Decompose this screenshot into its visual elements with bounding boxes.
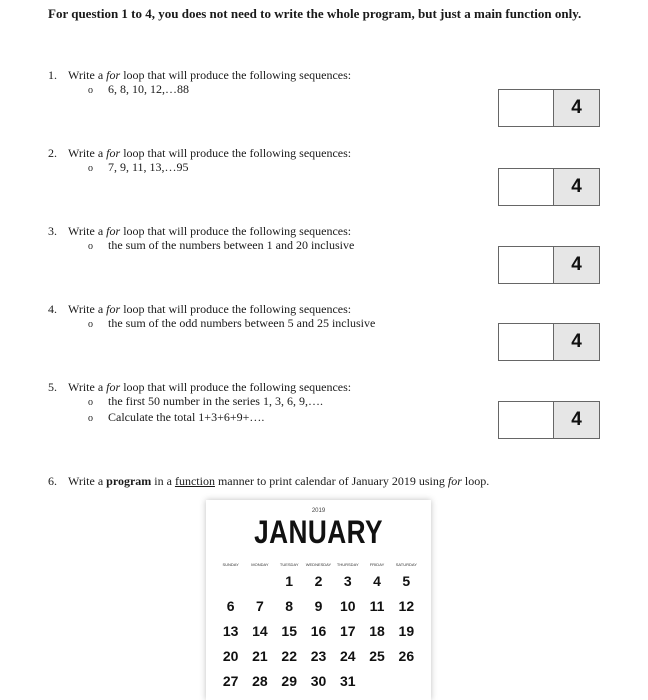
question-text: Write a: [68, 224, 107, 238]
calendar-day: [245, 648, 274, 664]
calendar-day: 25: [369, 647, 385, 664]
calendar-week-row: [216, 618, 421, 643]
calendar-day: 4: [373, 572, 381, 589]
question-text: Write a: [68, 380, 107, 394]
score-box-1: [498, 89, 600, 127]
calendar-day-number: 1: [285, 572, 294, 589]
question-text: Write a: [68, 68, 107, 82]
calendar-day: 8: [285, 597, 294, 614]
question-keyword: for: [106, 380, 121, 394]
weekday-label: WEDNESDAY: [305, 562, 332, 567]
calendar-day: 9: [314, 597, 323, 614]
calendar-week-row: [216, 668, 421, 693]
calendar-day: 24: [339, 647, 356, 664]
score-box-5: [498, 401, 600, 439]
question-keyword: for: [106, 146, 121, 160]
points-value: 4: [554, 324, 599, 360]
question-6: [48, 474, 608, 488]
question-number: 5.: [48, 380, 57, 394]
calendar-day: 14: [252, 622, 268, 639]
question-keyword: program: [106, 474, 152, 488]
question-text: loop that will produce the following sequences:: [120, 68, 352, 82]
calendar-week-row: [216, 593, 421, 618]
question-text: in a: [151, 474, 175, 488]
bullet-icon: o: [88, 163, 93, 174]
calendar-day: 7: [256, 597, 264, 614]
weekday-label: TUESDAY: [279, 562, 299, 567]
question-text: loop.: [461, 474, 490, 488]
points-value: 4: [554, 169, 599, 205]
points-value: 4: [554, 247, 599, 283]
question-text: Write a: [68, 146, 107, 160]
score-box-2: [498, 168, 600, 206]
weekday-label: MONDAY: [251, 562, 269, 567]
question-keyword: for: [106, 302, 121, 316]
question-number: 2.: [48, 146, 57, 160]
calendar-day: 13: [222, 622, 239, 639]
calendar-day: 12: [398, 597, 415, 614]
calendar-day: 30: [310, 672, 327, 689]
question-keyword: function: [174, 474, 215, 488]
question-number: 1.: [48, 68, 57, 82]
sub-item: the sum of the numbers between 1 and 20 inclusive: [108, 238, 355, 252]
calendar-day: 29: [281, 672, 297, 689]
calendar-day-number: 21: [252, 647, 268, 664]
question-text: loop that will produce the following sequences:: [120, 380, 352, 394]
calendar-week-row: [216, 643, 421, 668]
score-input[interactable]: [499, 402, 554, 438]
score-box-3: [498, 246, 600, 284]
calendar-week-row: [216, 568, 421, 593]
calendar-day: 26: [398, 647, 415, 664]
bullet-icon: o: [88, 241, 93, 252]
calendar-day: 3: [343, 572, 352, 589]
calendar-grid: [216, 568, 421, 693]
calendar-day: 20: [222, 647, 239, 664]
weekday-label: THURSDAY: [336, 562, 359, 567]
calendar-day: 19: [398, 622, 415, 639]
calendar-day: 23: [310, 647, 327, 664]
sub-item: 6, 8, 10, 12,…88: [108, 82, 189, 96]
calendar-day: 11: [369, 597, 385, 614]
score-box-4: [498, 323, 600, 361]
weekday-label: SATURDAY: [395, 562, 417, 567]
calendar-day: 2: [314, 572, 323, 589]
question-text: Write a: [68, 302, 107, 316]
weekday-label: SUNDAY: [222, 562, 239, 567]
calendar-day: [275, 573, 304, 589]
question-text: manner to print calendar of January 2019 using: [214, 474, 448, 488]
question-text: loop that will produce the following sequences:: [120, 302, 352, 316]
calendar-day: 15: [281, 622, 297, 639]
calendar-day: 6: [226, 597, 235, 614]
calendar-day: 31: [339, 672, 356, 689]
question-keyword: for: [106, 224, 121, 238]
calendar-day: 17: [339, 622, 356, 639]
score-input[interactable]: [499, 247, 554, 283]
sub-item: the first 50 number in the series 1, 3, 6, 9,….: [108, 394, 323, 408]
instructions: For question 1 to 4, you does not need to write the whole program, but just a main function only.: [48, 6, 582, 21]
question-number: 6.: [48, 474, 57, 488]
calendar-day: 16: [310, 622, 327, 639]
bullet-icon: o: [88, 85, 93, 96]
score-input[interactable]: [499, 90, 554, 126]
calendar-image: [206, 500, 431, 700]
bullet-icon: o: [88, 319, 93, 330]
points-value: 4: [554, 402, 599, 438]
bullet-icon: o: [88, 397, 93, 408]
calendar-day: 5: [402, 572, 411, 589]
question-text: loop that will produce the following sequences:: [120, 224, 352, 238]
bullet-icon: o: [88, 413, 93, 424]
calendar-day: 10: [339, 597, 356, 614]
calendar-day: 27: [222, 672, 239, 689]
weekday-label: FRIDAY: [369, 562, 385, 567]
points-value: 4: [554, 90, 599, 126]
calendar-day: 18: [369, 622, 385, 639]
sub-item: the sum of the odd numbers between 5 and 25 inclusive: [108, 316, 376, 330]
calendar-weekdays: [216, 562, 421, 567]
sub-item: 7, 9, 11, 13,…95: [108, 160, 189, 174]
question-number: 3.: [48, 224, 57, 238]
question-text: loop that will produce the following sequences:: [120, 146, 352, 160]
calendar-day: 28: [252, 672, 268, 689]
score-input[interactable]: [499, 169, 554, 205]
calendar-year: 2019: [311, 508, 326, 514]
sub-item: Calculate the total 1+3+6+9+….: [108, 410, 265, 424]
question-text: Write a: [68, 474, 107, 488]
question-number: 4.: [48, 302, 57, 316]
question-keyword: for: [106, 68, 121, 82]
score-input[interactable]: [499, 324, 554, 360]
question-keyword: for: [447, 474, 462, 488]
calendar-month: JANUARY: [254, 514, 383, 550]
calendar-day: 22: [281, 647, 297, 664]
